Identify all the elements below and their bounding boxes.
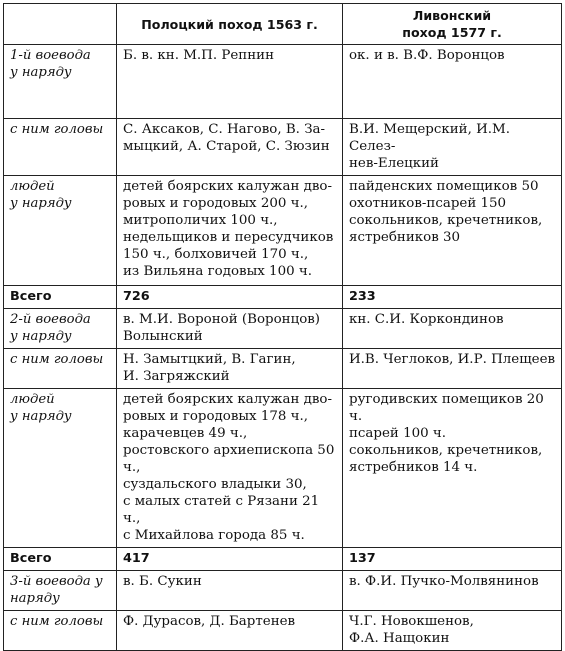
- cell-1563: в. Б. Сукин: [117, 571, 343, 611]
- total-1577: 233: [343, 286, 562, 309]
- cell-1577: ок. и в. В.Ф. Воронцов: [343, 45, 562, 119]
- table-row: [4, 611, 562, 651]
- row-label: с ним головы: [4, 611, 117, 651]
- cell-1577: И.В. Чеглоков, И.Р. Плещеев: [343, 349, 562, 389]
- table-row: [4, 176, 562, 286]
- cell-1563: в. М.И. Вороной (Воронцов) Волынский: [117, 309, 343, 349]
- cell-1577: Ч.Г. Новокшенов, Ф.А. Нащокин: [343, 611, 562, 651]
- total-row: [4, 548, 562, 571]
- table-row: [4, 45, 562, 119]
- row-label: 1-й воевода у наряду: [4, 45, 117, 119]
- cell-1563: Ф. Дурасов, Д. Бартенев: [117, 611, 343, 651]
- cell-1563: С. Аксаков, С. Нагово, В. За- мыцкий, А. Старой, С. Зюзин: [117, 119, 343, 176]
- header-livonia-1577: Ливонский поход 1577 г.: [343, 4, 562, 45]
- cell-1577: В.И. Мещерский, И.М. Селез- нев-Елецкий: [343, 119, 562, 176]
- total-label: Всего: [4, 548, 117, 571]
- table-row: [4, 119, 562, 176]
- row-label: 2-й воевода у наряду: [4, 309, 117, 349]
- table-row: [4, 309, 562, 349]
- row-label: людей у наряду: [4, 176, 117, 286]
- cell-1577: ругодивских помещиков 20 ч. псарей 100 ч. сокольников, кречетников, ястребников 14 ч.: [343, 389, 562, 548]
- total-1563: 726: [117, 286, 343, 309]
- header-row: [4, 4, 562, 45]
- cell-1563: детей боярских калужан дво- ровых и городовых 178 ч., карачевцев 49 ч., ростовского архиепископа 50 ч., суздальского владыки 30, с малых статей с Рязани 21 ч., с Михайлова города 85 ч.: [117, 389, 343, 548]
- table-row: [4, 571, 562, 611]
- row-label: с ним головы: [4, 349, 117, 389]
- cell-1577: пайденских помещиков 50 охотников-псарей 150 сокольников, кречетников, ястребников 30: [343, 176, 562, 286]
- total-1563: 417: [117, 548, 343, 571]
- total-1577: 137: [343, 548, 562, 571]
- cell-1577: кн. С.И. Коркондинов: [343, 309, 562, 349]
- total-row: [4, 286, 562, 309]
- header-corner: [4, 4, 117, 45]
- cell-1563: детей боярских калужан дво- ровых и городовых 200 ч., митрополичих 100 ч., недельщиков и пересудчиков 150 ч., болховичей 170 ч., из Вильяна годовых 100 ч.: [117, 176, 343, 286]
- row-label: 3-й воевода у наряду: [4, 571, 117, 611]
- cell-1577: в. Ф.И. Пучко-Молвянинов: [343, 571, 562, 611]
- row-label: людей у наряду: [4, 389, 117, 548]
- row-label: с ним головы: [4, 119, 117, 176]
- table-row: [4, 349, 562, 389]
- total-label: Всего: [4, 286, 117, 309]
- table-row: [4, 389, 562, 548]
- artillery-table: [3, 3, 562, 651]
- cell-1563: Н. Замытцкий, В. Гагин, И. Загряжский: [117, 349, 343, 389]
- cell-1563: Б. в. кн. М.П. Репнин: [117, 45, 343, 119]
- header-polotsk-1563: Полоцкий поход 1563 г.: [117, 4, 343, 45]
